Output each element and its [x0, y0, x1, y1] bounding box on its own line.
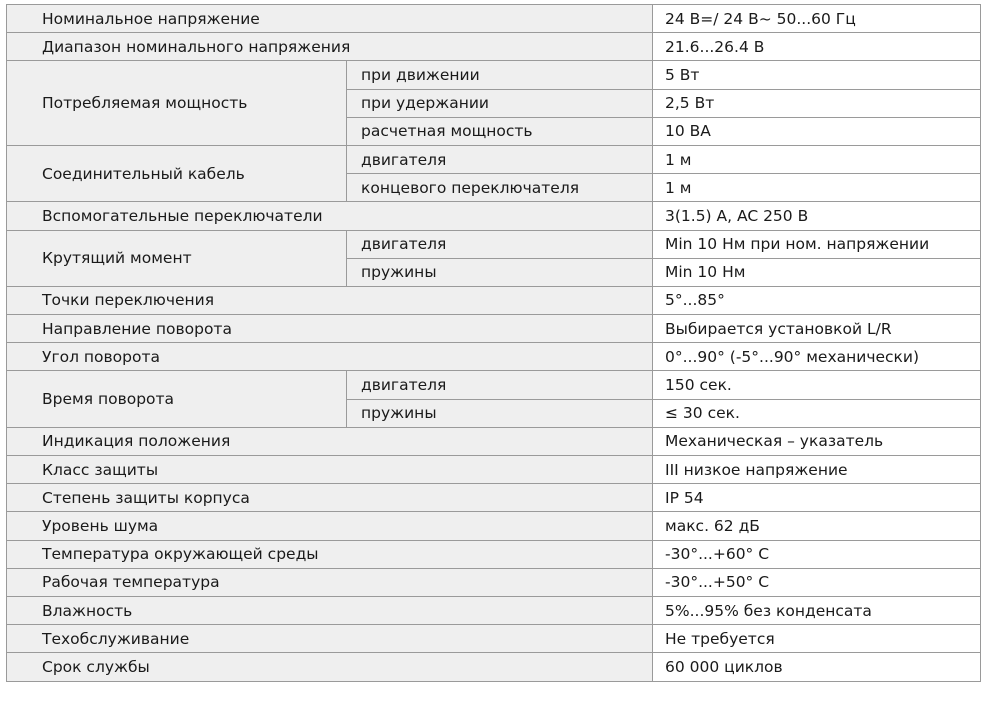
spec-table-body	[7, 5, 981, 682]
parameter-name: Техобслуживание	[7, 625, 653, 653]
parameter-name: Степень защиты корпуса	[7, 484, 653, 512]
parameter-value: 5%...95% без конденсата	[653, 596, 981, 624]
table-row	[7, 427, 981, 455]
parameter-name: Вспомогательные переключатели	[7, 202, 653, 230]
parameter-value: Выбирается установкой L/R	[653, 315, 981, 343]
parameter-value: ≤ 30 сек.	[653, 399, 981, 427]
parameter-subname: при движении	[347, 61, 653, 89]
spec-table	[6, 4, 981, 682]
parameter-subname: двигателя	[347, 371, 653, 399]
table-row	[7, 371, 981, 399]
parameter-subname: концевого переключателя	[347, 174, 653, 202]
parameter-subname: двигателя	[347, 145, 653, 173]
parameter-subname: расчетная мощность	[347, 117, 653, 145]
parameter-name: Номинальное напряжение	[7, 5, 653, 33]
parameter-value: Не требуется	[653, 625, 981, 653]
parameter-name: Влажность	[7, 596, 653, 624]
parameter-value: 3(1.5) A, AC 250 В	[653, 202, 981, 230]
parameter-value: Механическая – указатель	[653, 427, 981, 455]
parameter-value: макс. 62 дБ	[653, 512, 981, 540]
parameter-value: 24 В=/ 24 В~ 50...60 Гц	[653, 5, 981, 33]
table-row	[7, 343, 981, 371]
parameter-value: 5°...85°	[653, 286, 981, 314]
table-row	[7, 286, 981, 314]
table-row	[7, 33, 981, 61]
parameter-value: 1 м	[653, 174, 981, 202]
table-row	[7, 202, 981, 230]
table-row	[7, 568, 981, 596]
parameter-subname: пружины	[347, 399, 653, 427]
table-row	[7, 540, 981, 568]
table-row	[7, 484, 981, 512]
parameter-subname: двигателя	[347, 230, 653, 258]
parameter-name: Класс защиты	[7, 456, 653, 484]
table-row	[7, 61, 981, 89]
parameter-name: Уровень шума	[7, 512, 653, 540]
parameter-value: III низкое напряжение	[653, 456, 981, 484]
table-row	[7, 230, 981, 258]
parameter-value: 150 сек.	[653, 371, 981, 399]
parameter-value: 0°...90° (-5°...90° механически)	[653, 343, 981, 371]
parameter-name: Диапазон номинального напряжения	[7, 33, 653, 61]
parameter-name: Рабочая температура	[7, 568, 653, 596]
parameter-subname: пружины	[347, 258, 653, 286]
parameter-value: 5 Вт	[653, 61, 981, 89]
parameter-name: Точки переключения	[7, 286, 653, 314]
parameter-value: Min 10 Нм при ном. напряжении	[653, 230, 981, 258]
parameter-name: Потребляемая мощность	[7, 61, 347, 146]
parameter-value: -30°...+60° С	[653, 540, 981, 568]
parameter-name: Температура окружающей среды	[7, 540, 653, 568]
table-row	[7, 5, 981, 33]
parameter-name: Угол поворота	[7, 343, 653, 371]
parameter-value: IP 54	[653, 484, 981, 512]
parameter-name: Срок службы	[7, 653, 653, 681]
table-row	[7, 456, 981, 484]
parameter-value: 2,5 Вт	[653, 89, 981, 117]
table-row	[7, 625, 981, 653]
parameter-name: Соединительный кабель	[7, 145, 347, 201]
parameter-value: 10 ВА	[653, 117, 981, 145]
parameter-value: 1 м	[653, 145, 981, 173]
table-row	[7, 512, 981, 540]
parameter-value: Min 10 Нм	[653, 258, 981, 286]
parameter-value: 60 000 циклов	[653, 653, 981, 681]
table-row	[7, 145, 981, 173]
parameter-name: Крутящий момент	[7, 230, 347, 286]
table-row	[7, 653, 981, 681]
parameter-name: Направление поворота	[7, 315, 653, 343]
parameter-value: -30°...+50° С	[653, 568, 981, 596]
table-row	[7, 596, 981, 624]
parameter-value: 21.6...26.4 В	[653, 33, 981, 61]
parameter-name: Индикация положения	[7, 427, 653, 455]
parameter-name: Время поворота	[7, 371, 347, 427]
table-row	[7, 315, 981, 343]
parameter-subname: при удержании	[347, 89, 653, 117]
